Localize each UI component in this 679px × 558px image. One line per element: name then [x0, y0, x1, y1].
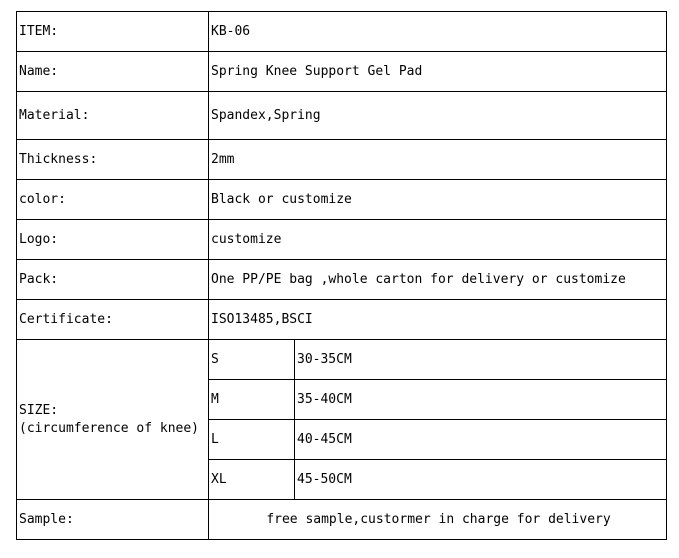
row-sample: [17, 500, 667, 540]
size-label-line1: SIZE:: [19, 402, 59, 418]
item-label: ITEM:: [17, 12, 209, 52]
row-color: [17, 180, 667, 220]
row-name: [17, 52, 667, 92]
size-code: L: [209, 420, 295, 460]
size-label-line2: (circumference of knee): [19, 420, 200, 436]
row-item: [17, 12, 667, 52]
size-range: 45-50CM: [295, 460, 667, 500]
sample-label: Sample:: [17, 500, 209, 540]
pack-label: Pack:: [17, 260, 209, 300]
sample-value: free sample,custormer in charge for delivery: [209, 500, 667, 540]
material-label: Material:: [17, 92, 209, 140]
row-pack: [17, 260, 667, 300]
name-label: Name:: [17, 52, 209, 92]
material-value: Spandex,Spring: [209, 92, 667, 140]
size-range: 30-35CM: [295, 340, 667, 380]
size-code: M: [209, 380, 295, 420]
color-label: color:: [17, 180, 209, 220]
certificate-value: ISO13485,BSCI: [209, 300, 667, 340]
size-code: XL: [209, 460, 295, 500]
logo-value: customize: [209, 220, 667, 260]
thickness-label: Thickness:: [17, 140, 209, 180]
name-value: Spring Knee Support Gel Pad: [209, 52, 667, 92]
row-size-s: [17, 340, 667, 380]
size-code: S: [209, 340, 295, 380]
size-label: [17, 340, 209, 500]
row-thickness: [17, 140, 667, 180]
logo-label: Logo:: [17, 220, 209, 260]
pack-value: One PP/PE bag ,whole carton for delivery or customize: [209, 260, 667, 300]
row-logo: [17, 220, 667, 260]
color-value: Black or customize: [209, 180, 667, 220]
size-range: 35-40CM: [295, 380, 667, 420]
item-value: KB-06: [209, 12, 667, 52]
size-range: 40-45CM: [295, 420, 667, 460]
certificate-label: Certificate:: [17, 300, 209, 340]
product-spec-table: [16, 11, 667, 540]
row-material: [17, 92, 667, 140]
row-certificate: [17, 300, 667, 340]
thickness-value: 2mm: [209, 140, 667, 180]
